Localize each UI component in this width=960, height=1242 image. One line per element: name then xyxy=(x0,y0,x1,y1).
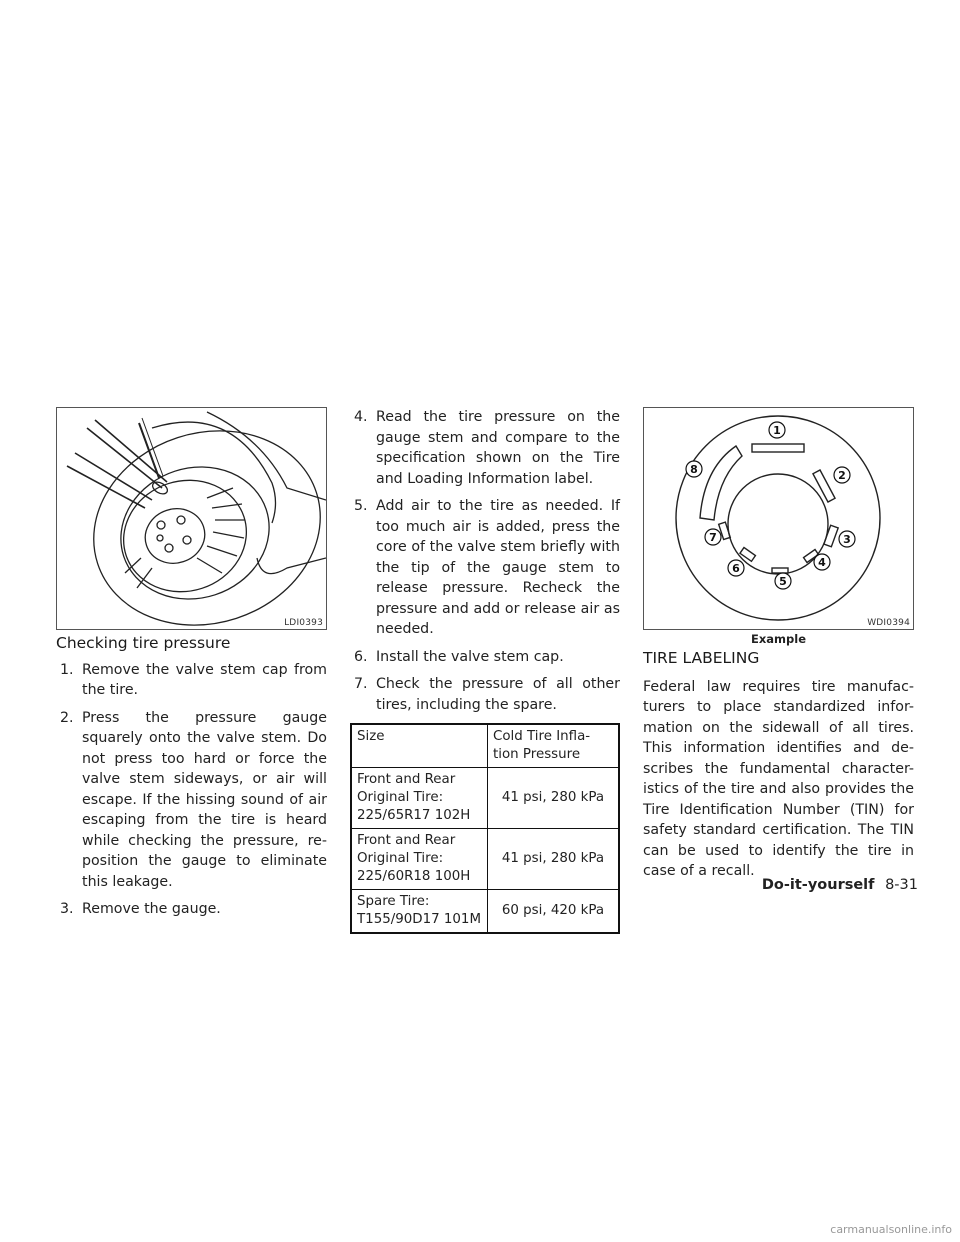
svg-text:2: 2 xyxy=(838,469,846,482)
table-header: Size xyxy=(351,724,488,768)
table-row xyxy=(351,890,619,934)
table-cell: 41 psi, 280 kPa xyxy=(488,768,620,829)
section-name: Do-it-yourself xyxy=(761,877,875,893)
table-cell: 60 psi, 420 kPa xyxy=(488,890,620,934)
callout-2 xyxy=(834,467,850,483)
tire-gauge-illustration xyxy=(56,407,327,630)
list-item: 2. Press the pressure gauge squarely onto the valve stem. Do not press too hard or force the valve stem sideways, or air will escape. If the hissing sound of air escaping from the tire is heard while checking the pressure, re-position the gauge to eliminate this leakage. xyxy=(60,709,327,890)
callout-8 xyxy=(686,461,702,477)
table-header: Cold Tire Infla-tion Pressure xyxy=(488,724,620,768)
section-heading: TIRE LABELING xyxy=(643,649,760,667)
tire-pressure-table xyxy=(350,723,620,934)
section-heading: Checking tire pressure xyxy=(56,634,231,652)
callout-5 xyxy=(775,573,791,589)
table-cell: Front and Rear Original Tire: 225/65R17 102H xyxy=(351,768,488,829)
list-item: 5. Add air to the tire as needed. If too much air is added, press the core of the valve stem briefly with the tip of the gauge stem to release pressure. Recheck the pressure and add or release air as needed. xyxy=(354,498,620,637)
svg-text:3: 3 xyxy=(843,533,851,546)
list-item: 7. Check the pressure of all other tires, including the spare. xyxy=(354,676,620,713)
steps-list xyxy=(350,407,620,715)
table-row xyxy=(351,768,619,829)
table-cell: 41 psi, 280 kPa xyxy=(488,829,620,890)
left-column xyxy=(56,633,327,927)
callout-6 xyxy=(728,560,744,576)
tire-gauge-drawing xyxy=(57,408,326,629)
svg-text:8: 8 xyxy=(690,463,698,476)
tire-labeling-diagram xyxy=(643,407,914,630)
callout-1 xyxy=(769,422,785,438)
list-item: 6. Install the valve stem cap. xyxy=(354,648,564,665)
list-item: 4. Read the tire pressure on the gauge stem and compare to the specification shown on the Tire and Loading Information label. xyxy=(354,409,620,487)
watermark: carmanualsonline.info xyxy=(830,1223,952,1236)
right-column xyxy=(643,648,914,882)
list-item: 1. Remove the valve stem cap from the tire. xyxy=(60,661,327,698)
svg-text:6: 6 xyxy=(732,562,740,575)
callout-3 xyxy=(839,531,855,547)
body-paragraph: Federal law requires tire manufac-turers to place standardized infor-mation on the sidewall of all tires. This information identifies and de-scribes the fundamental character-istics of the tire and also provides the Tire Identification Number (TIN) for safety standard certification. The TIN can be used to identify the tire in case of a recall. xyxy=(643,678,914,879)
tire-sidewall-drawing xyxy=(644,408,913,629)
figure-code: LDI0393 xyxy=(284,618,323,628)
svg-text:7: 7 xyxy=(709,531,717,544)
table-row xyxy=(351,829,619,890)
page-footer xyxy=(762,877,918,893)
svg-text:5: 5 xyxy=(779,575,787,588)
table-header-row xyxy=(351,724,619,768)
figure-caption: Example xyxy=(751,632,806,646)
callout-7 xyxy=(705,529,721,545)
middle-column xyxy=(350,407,620,934)
list-item: 3. Remove the gauge. xyxy=(60,901,221,917)
table-cell: Spare Tire: T155/90D17 101M xyxy=(351,890,488,934)
page-number: 8-31 xyxy=(885,877,918,893)
svg-text:1: 1 xyxy=(773,424,781,437)
table-cell: Front and Rear Original Tire: 225/60R18 100H xyxy=(351,829,488,890)
callout-4 xyxy=(814,554,830,570)
svg-text:4: 4 xyxy=(818,556,826,569)
steps-list xyxy=(56,660,327,920)
figure-code: WDI0394 xyxy=(867,618,910,628)
